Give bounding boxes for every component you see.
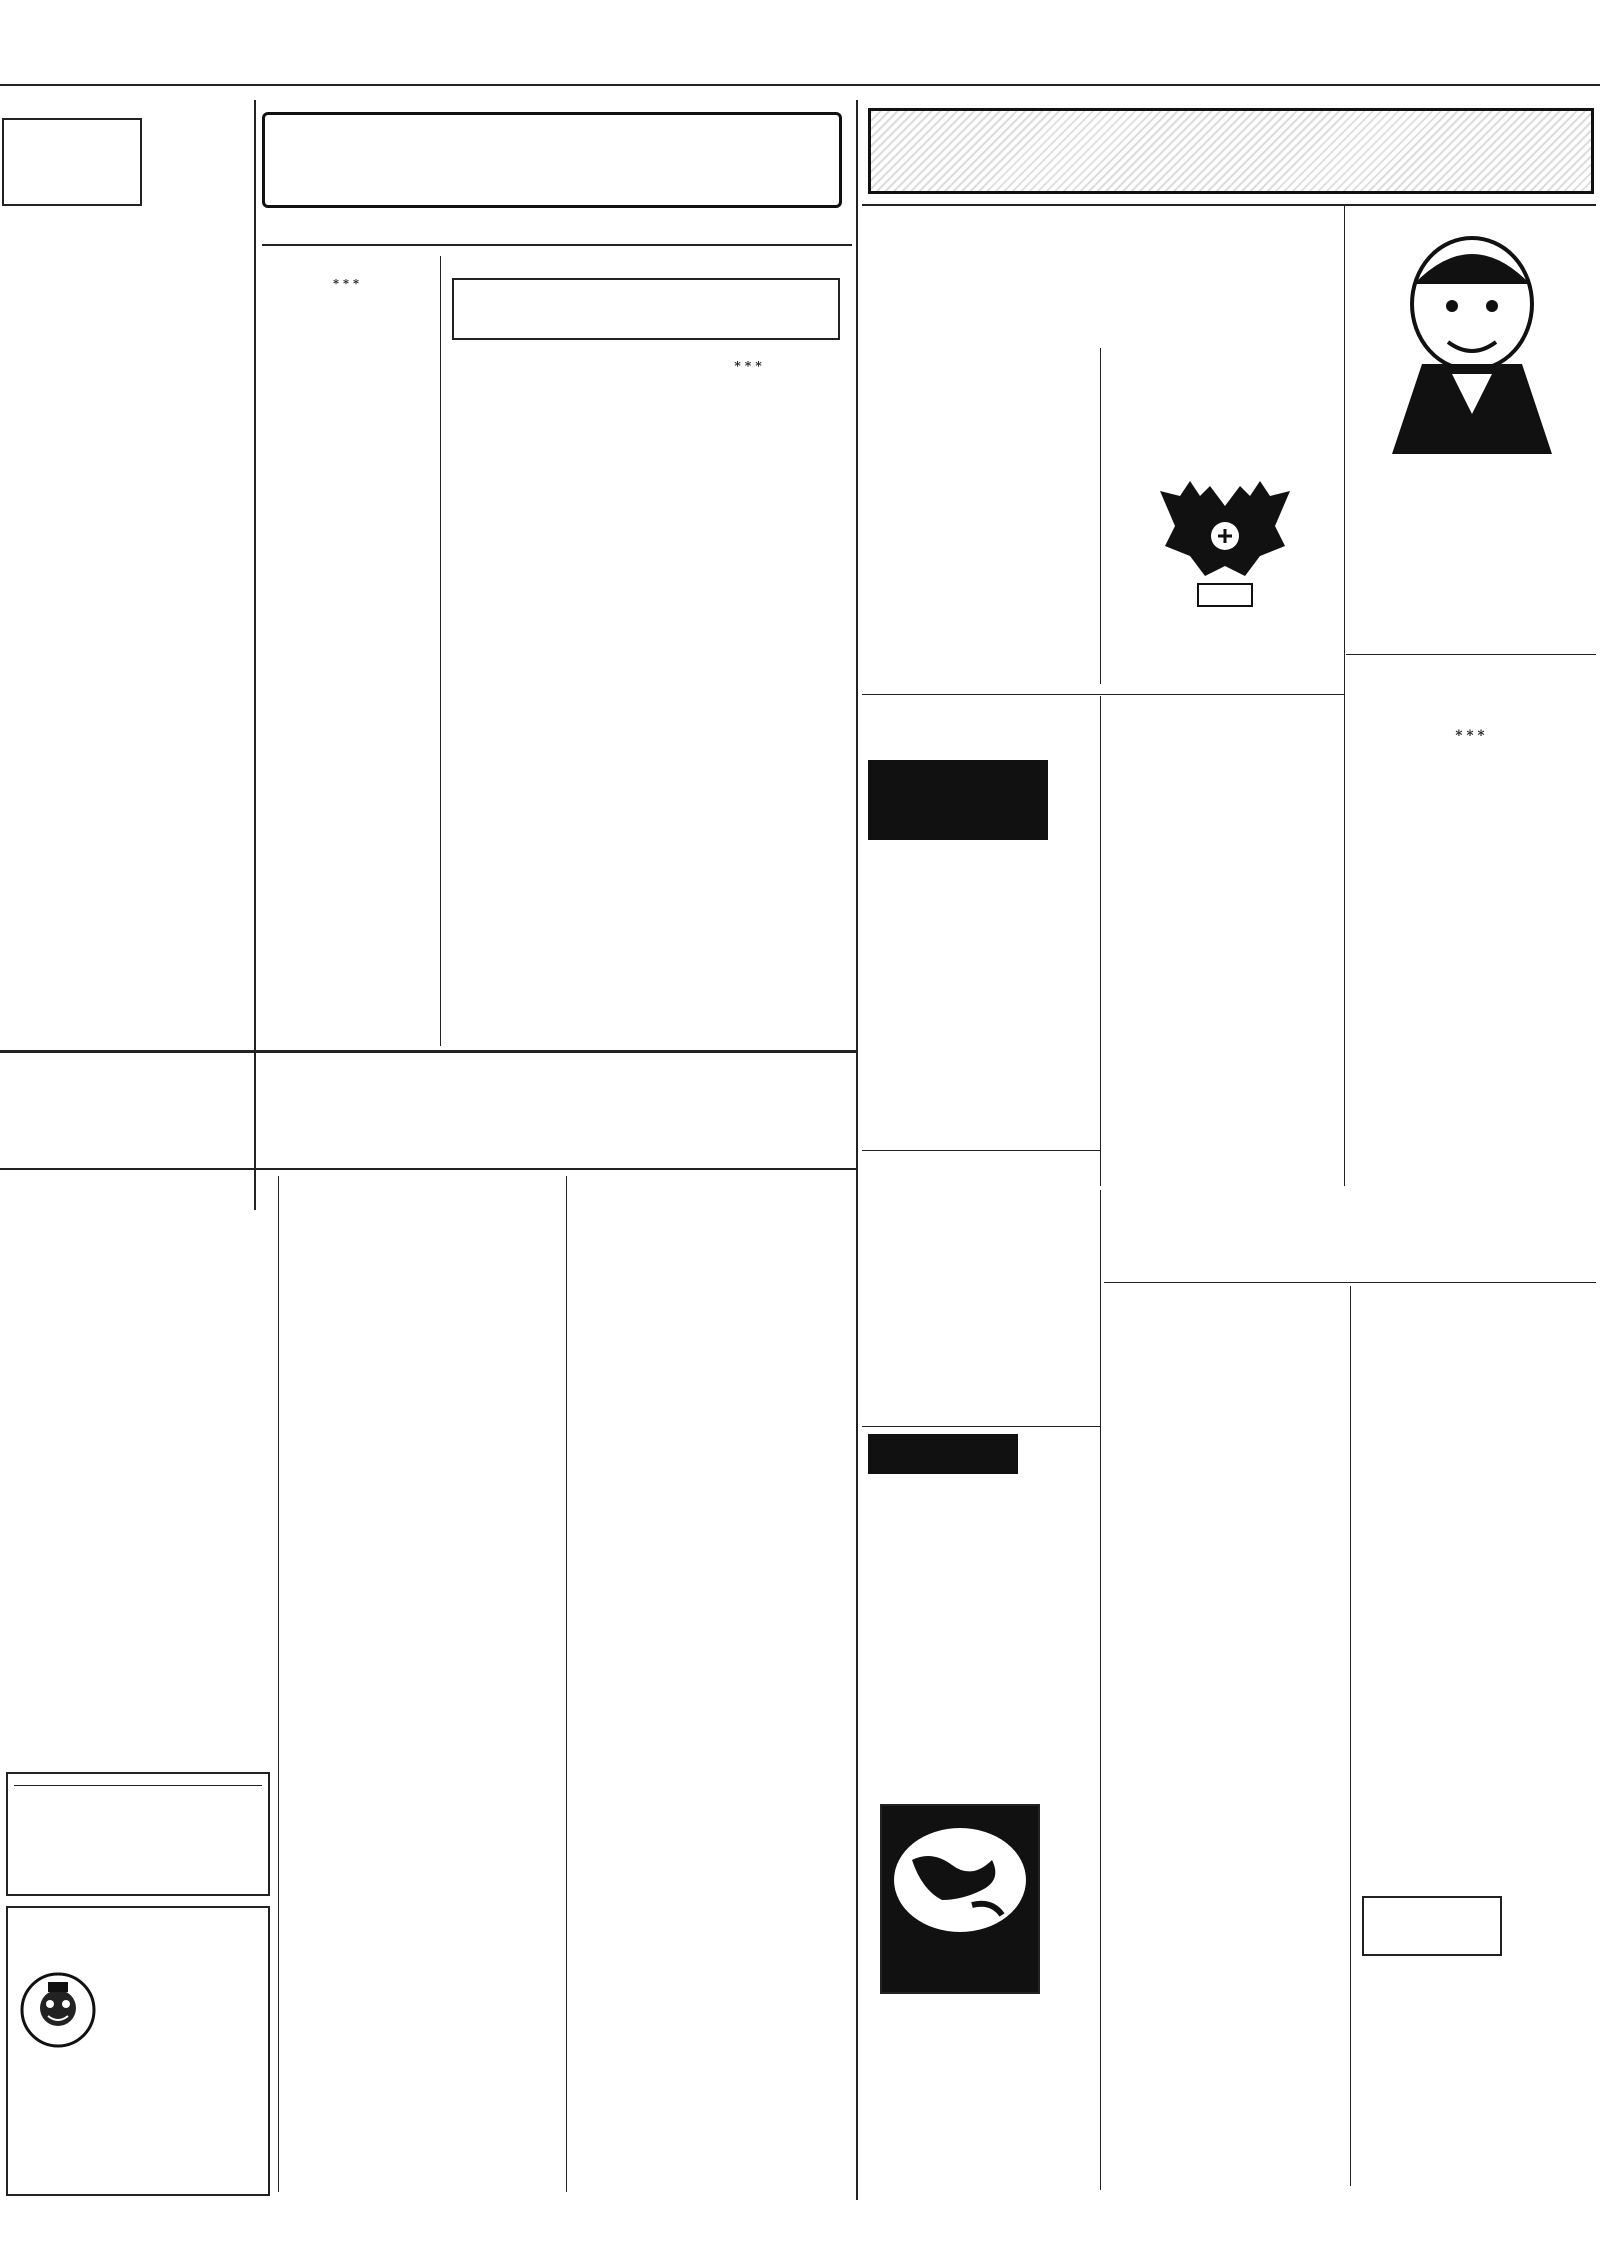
asteria-divider <box>14 1785 262 1786</box>
rule-petosfaira <box>862 1426 1100 1427</box>
globe-icon <box>882 1820 1038 1940</box>
aigyptiakon-text <box>868 1202 1094 1422</box>
rule-main <box>856 100 858 2200</box>
rule-kairina <box>262 244 852 246</box>
aeea-emblem <box>1150 466 1300 626</box>
kaneis-col-1 <box>1108 1290 1344 1760</box>
askopi-text <box>1108 1796 1344 2196</box>
paroikiaki-stars-1: *** <box>734 358 766 373</box>
kipos-ad <box>6 1906 270 2196</box>
edo-ki-ekei-title-box <box>2 118 142 206</box>
latsios-caricature <box>1352 214 1592 454</box>
salt-pepper-logo <box>14 1960 102 2056</box>
aeea3-stars: *** <box>1455 728 1489 744</box>
rule-ath-right <box>1344 206 1345 1186</box>
rule-ath-3 <box>1100 1190 1101 2190</box>
kosmos-column-2 <box>286 1180 558 2180</box>
announcements-column <box>262 272 434 1042</box>
exoterikes-box <box>880 1804 1040 1994</box>
rule-ath-1 <box>1100 348 1101 684</box>
athlitika-col-2 <box>1108 354 1338 454</box>
rule-kaneis <box>1104 1282 1596 1283</box>
rule-kosmos-1 <box>278 1176 279 2192</box>
rule-latsios <box>1346 654 1596 655</box>
kaneis-col-2 <box>1358 1290 1594 1880</box>
rule-edo <box>254 100 256 1210</box>
rule-ath-2 <box>1100 696 1101 1186</box>
latsios-text <box>1352 528 1592 648</box>
petosfaira-text <box>868 1482 1094 1792</box>
ta-paraxena-text <box>1358 2000 1594 2190</box>
rule-athlitika <box>862 204 1596 206</box>
header-rule <box>0 84 1600 86</box>
rule-kosmos-top <box>0 1050 856 1053</box>
rule-ath-mid <box>862 694 1344 695</box>
mpenfika-text <box>1108 812 1338 1142</box>
paroikiaki-column-2 <box>652 354 848 1044</box>
asteria-ad <box>6 1772 270 1896</box>
rule-kaneis-mid <box>1350 1286 1351 2186</box>
athlitika-col-2b <box>1108 636 1338 686</box>
kiauto-label <box>868 760 1048 840</box>
mpenfika-pre <box>1108 700 1338 740</box>
salt-pepper-icon <box>14 1960 102 2056</box>
petosfaira-label <box>868 1434 1018 1474</box>
ann-stars: *** <box>332 276 364 290</box>
double-eagle-icon <box>1150 466 1300 626</box>
paroikiaki-column-1 <box>448 354 644 1044</box>
ta-paraxena-label <box>1362 1896 1502 1956</box>
anglia-text <box>868 2052 1094 2192</box>
kairina-nea-masthead <box>262 112 842 208</box>
edo-ki-ekei-column <box>4 222 244 1212</box>
aeea3-text <box>1352 724 1592 1194</box>
page-header <box>0 62 340 78</box>
rule-aigyptiakon <box>862 1150 1100 1151</box>
referee-caricature-icon <box>1352 214 1592 454</box>
rule-kosmos-2 <box>566 1176 567 2192</box>
rule-announcements <box>440 256 441 1046</box>
kosmos-column-3 <box>574 1180 850 2180</box>
kosmos-column-1 <box>8 1180 270 1760</box>
rule-kosmos-bottom <box>0 1168 856 1170</box>
athlitika-col-1 <box>868 354 1094 684</box>
athlitika-masthead <box>868 108 1594 194</box>
kiauto-text <box>868 852 1094 1148</box>
paroikiaki-title <box>452 278 840 340</box>
